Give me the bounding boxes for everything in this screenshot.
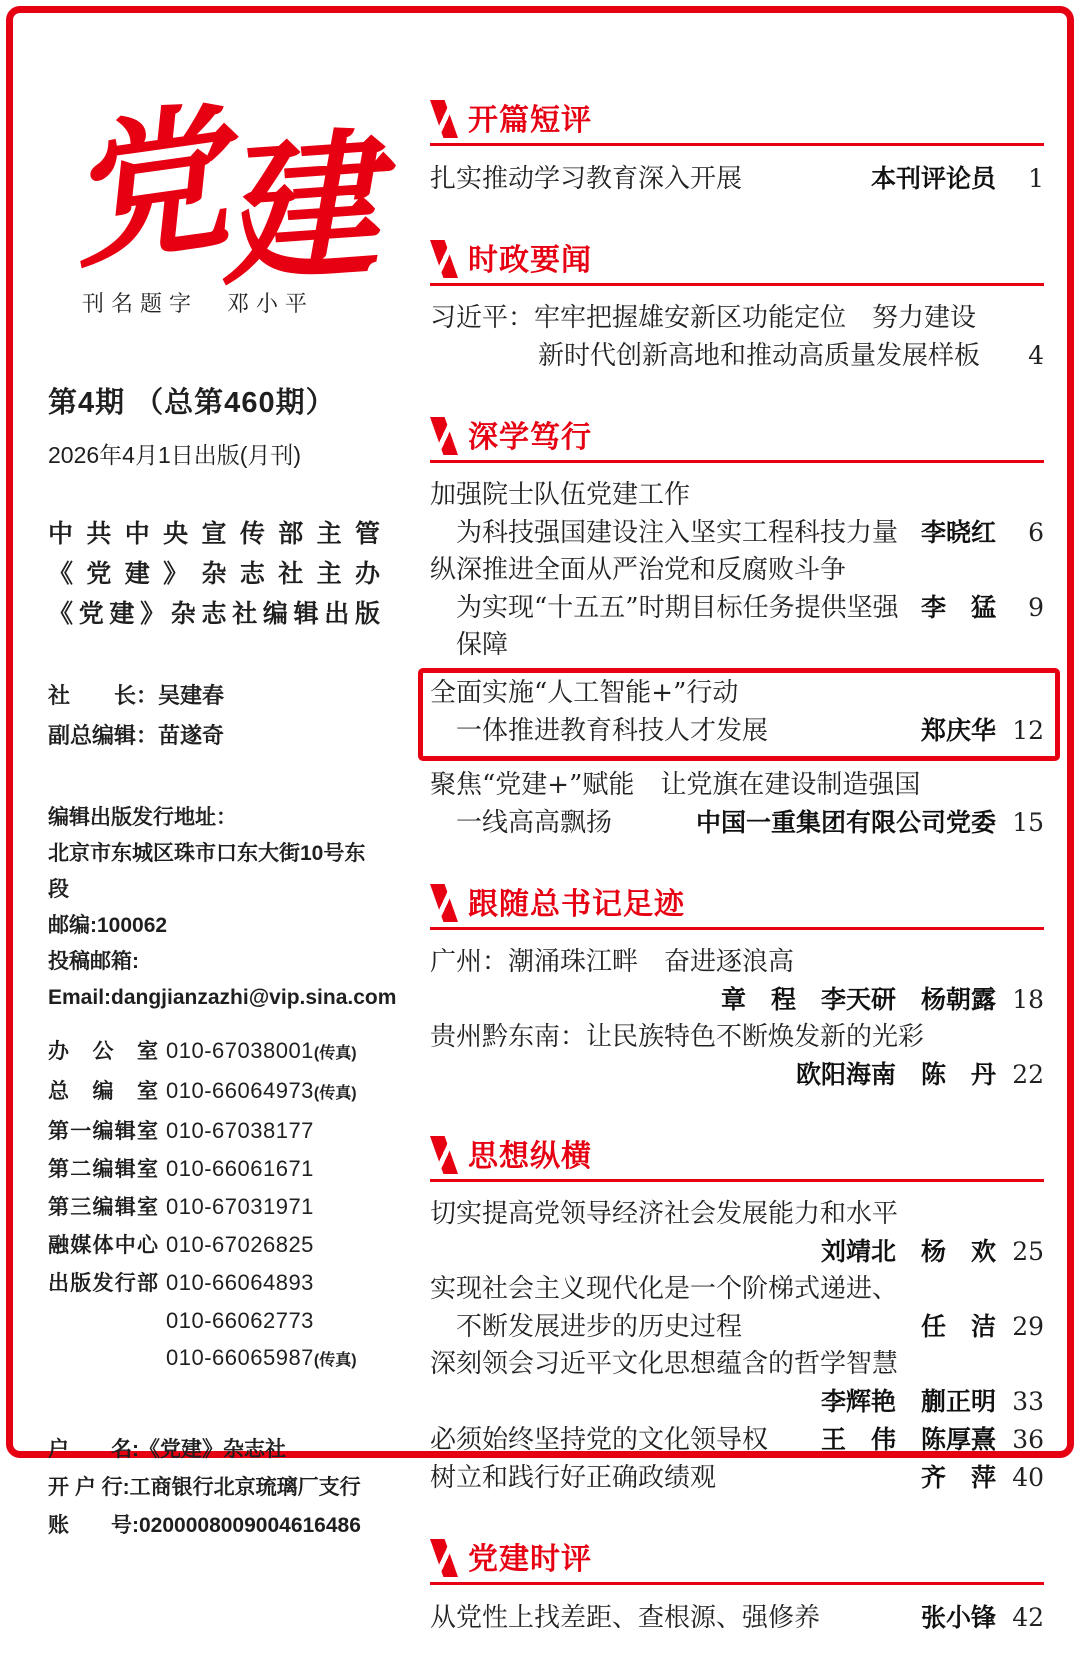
bank-account-block xyxy=(48,1431,380,1545)
article-page: 22 xyxy=(1012,1060,1044,1089)
address-line: 北京市东城区珠市口东大街10号东段 xyxy=(48,842,366,901)
account-name: 户 名:《党建》杂志社 xyxy=(48,1438,286,1461)
article-title: 实现社会主义现代化是一个阶梯式递进、 xyxy=(430,1274,899,1304)
phone-row-media-center: 融媒体中心 010-67026825 xyxy=(48,1232,314,1257)
toc-entry xyxy=(430,337,1044,375)
article-author: 李辉艳 蒯正明 xyxy=(820,1388,996,1416)
toc-entry xyxy=(430,514,1044,552)
section-flag-icon xyxy=(430,1539,458,1577)
toc-entry xyxy=(430,1308,1044,1346)
toc-entry xyxy=(430,1056,1044,1094)
toc-entry xyxy=(430,477,1044,514)
article-title-continued: 不断发展进步的历史过程 xyxy=(456,1312,743,1342)
article-title: 聚焦“党建+”赋能 让党旗在建设制造强国 xyxy=(430,770,921,800)
toc-entry xyxy=(430,300,1044,337)
article-title: 纵深推进全面从严治党和反腐败斗争 xyxy=(430,555,847,585)
article-page: 29 xyxy=(1012,1312,1044,1341)
article-author: 中国一重集团有限公司党委 xyxy=(695,809,996,837)
article-title: 树立和践行好正确政绩观 xyxy=(430,1463,717,1493)
article-author: 王 伟 陈厚熹 xyxy=(820,1426,996,1454)
article-author: 张小锋 xyxy=(920,1604,996,1632)
article-title: 深刻领会习近平文化思想蕴含的哲学智慧 xyxy=(430,1349,899,1379)
section-header xyxy=(430,884,1044,930)
phone-row-office: 办公室 010-67038001 (传真) xyxy=(48,1038,357,1063)
section-title: 党建时评 xyxy=(468,1543,592,1576)
section-ideology xyxy=(430,1136,1044,1497)
toc-entry xyxy=(430,767,1044,804)
phone-directory xyxy=(48,1032,380,1379)
article-author: 齐 萍 xyxy=(920,1464,996,1492)
toc-entry xyxy=(430,712,1044,750)
section-header xyxy=(430,1539,1044,1585)
section-title: 深学笃行 xyxy=(468,421,592,454)
toc-entry xyxy=(430,1196,1044,1233)
toc-entry xyxy=(430,1383,1044,1421)
issue-number: 第4期 （总第460期） xyxy=(48,387,336,419)
article-page: 33 xyxy=(1012,1387,1044,1416)
toc-entry xyxy=(430,1421,1044,1459)
staff-deputy-editor: 副总编辑：苗遂奇 xyxy=(48,723,225,748)
section-title: 开篇短评 xyxy=(468,104,592,137)
article-title: 必须始终坚持党的文化领导权 xyxy=(430,1425,769,1455)
phone-row-distribution: 出版发行部 010-66064893 xyxy=(48,1270,314,1295)
article-title-continued: 一体推进教育科技人才发展 xyxy=(456,716,769,746)
article-author: 李晓红 xyxy=(920,519,996,547)
section-flag-icon xyxy=(430,884,458,922)
logo-char-jian: 建 xyxy=(212,112,384,309)
article-page: 12 xyxy=(1012,716,1044,745)
article-title-continued: 新时代创新高地和推动高质量发展样板 xyxy=(538,341,981,371)
toc-entry xyxy=(430,160,1044,198)
toc-entry xyxy=(430,804,1044,842)
staff-president: 社 长：吴建春 xyxy=(48,683,225,708)
article-title: 习近平：牢牢把握雄安新区功能定位 努力建设 xyxy=(430,303,977,333)
article-page: 9 xyxy=(1028,593,1044,622)
org-publisher: 《党建》杂志社编辑出版 xyxy=(48,600,380,628)
article-author: 刘靖北 杨 欢 xyxy=(820,1238,996,1266)
section-flag-icon xyxy=(430,417,458,455)
org-supervisor: 中共中央宣传部主管 xyxy=(48,520,380,548)
article-title-continued: 为实现“十五五”时期目标任务提供坚强保障 xyxy=(456,593,899,660)
article-page: 6 xyxy=(1028,518,1044,547)
article-author: 郑庆华 xyxy=(920,717,996,745)
account-bank: 开 户 行:工商银行北京琉璃厂支行 xyxy=(48,1476,361,1499)
article-page: 4 xyxy=(1028,341,1044,370)
toc-entry xyxy=(430,675,1044,712)
toc-entry xyxy=(430,981,1044,1019)
article-title-continued: 一线高高飘扬 xyxy=(456,808,613,838)
section-deep-study xyxy=(430,417,1044,842)
phone-row-editorial-2: 第二编辑室 010-66061671 xyxy=(48,1156,314,1181)
address-block xyxy=(48,800,397,1016)
section-flag-icon xyxy=(430,1136,458,1174)
email-address: Email:dangjianzazhi@vip.sina.com xyxy=(48,986,397,1009)
section-header xyxy=(430,1136,1044,1182)
section-header xyxy=(430,100,1044,146)
account-number: 账 号:0200008009004616486 xyxy=(48,1514,361,1537)
toc-entry xyxy=(430,1459,1044,1497)
article-page: 42 xyxy=(1012,1603,1044,1632)
toc-entry xyxy=(430,1346,1044,1383)
phone-row-editorial-1: 第一编辑室 010-67038177 xyxy=(48,1118,314,1143)
toc-entry xyxy=(430,1599,1044,1637)
article-author: 欧阳海南 陈 丹 xyxy=(795,1061,996,1089)
article-title: 贵州黔东南：让民族特色不断焕发新的光彩 xyxy=(430,1022,925,1052)
publish-date: 2026年4月1日出版(月刊) xyxy=(48,442,302,468)
article-page: 40 xyxy=(1012,1463,1044,1492)
section-title: 时政要闻 xyxy=(468,244,592,277)
phone-row-distribution-2: 010-66062773 xyxy=(166,1308,314,1333)
postcode: 邮编:100062 xyxy=(48,914,168,937)
section-opening-commentary xyxy=(430,100,1044,198)
section-flag-icon xyxy=(430,100,458,138)
article-author: 任 洁 xyxy=(920,1313,996,1341)
toc-entry xyxy=(430,944,1044,981)
article-author: 本刊评论员 xyxy=(870,165,996,193)
section-title: 跟随总书记足迹 xyxy=(468,888,685,921)
section-header xyxy=(430,240,1044,286)
section-flag-icon xyxy=(430,240,458,278)
toc-entry xyxy=(430,1233,1044,1271)
article-title: 从党性上找差距、查根源、强修养 xyxy=(430,1603,821,1633)
submission-label: 投稿邮箱: xyxy=(48,950,139,973)
article-page: 36 xyxy=(1012,1425,1044,1454)
address-label: 编辑出版发行地址： xyxy=(48,806,237,829)
toc-entry xyxy=(430,1019,1044,1056)
article-title: 全面实施“人工智能+”行动 xyxy=(430,678,739,708)
toc-entry xyxy=(430,552,1044,589)
article-author: 章 程 李天研 杨朝露 xyxy=(720,986,996,1014)
calligraphy-credit: 刊名题字 邓小平 xyxy=(82,292,315,317)
article-page: 15 xyxy=(1012,808,1044,837)
article-title: 扎实推动学习教育深入开展 xyxy=(430,164,743,194)
highlighted-entry-box xyxy=(418,668,1060,761)
phone-row-chief-editor: 总编室 010-66064973 (传真) xyxy=(48,1078,357,1103)
phone-row-editorial-3: 第三编辑室 010-67031971 xyxy=(48,1194,314,1219)
section-title: 思想纵横 xyxy=(468,1140,592,1173)
article-page: 18 xyxy=(1012,985,1044,1014)
article-title-continued: 为科技强国建设注入坚实工程科技力量 xyxy=(456,518,899,548)
section-footsteps xyxy=(430,884,1044,1094)
organization-lines xyxy=(48,514,380,634)
toc-entry xyxy=(430,589,1044,664)
section-party-commentary xyxy=(430,1539,1044,1637)
article-title: 切实提高党领导经济社会发展能力和水平 xyxy=(430,1199,899,1229)
section-header xyxy=(430,417,1044,463)
article-page: 25 xyxy=(1012,1237,1044,1266)
org-sponsor: 《党建》杂志社主办 xyxy=(48,560,380,588)
article-author: 李 猛 xyxy=(920,594,996,622)
section-current-affairs xyxy=(430,240,1044,375)
toc-entry xyxy=(430,1271,1044,1308)
article-title: 广州：潮涌珠江畔 奋进逐浪高 xyxy=(430,947,795,977)
logo-char-dang: 党 xyxy=(55,85,238,291)
phone-row-distribution-3: 010-66065987 (传真) xyxy=(166,1345,357,1370)
staff-list xyxy=(48,676,380,756)
masthead-column xyxy=(48,80,397,1545)
article-title: 加强院士队伍党建工作 xyxy=(430,480,691,510)
toc-column xyxy=(430,100,1044,1679)
article-page: 1 xyxy=(1028,164,1044,193)
